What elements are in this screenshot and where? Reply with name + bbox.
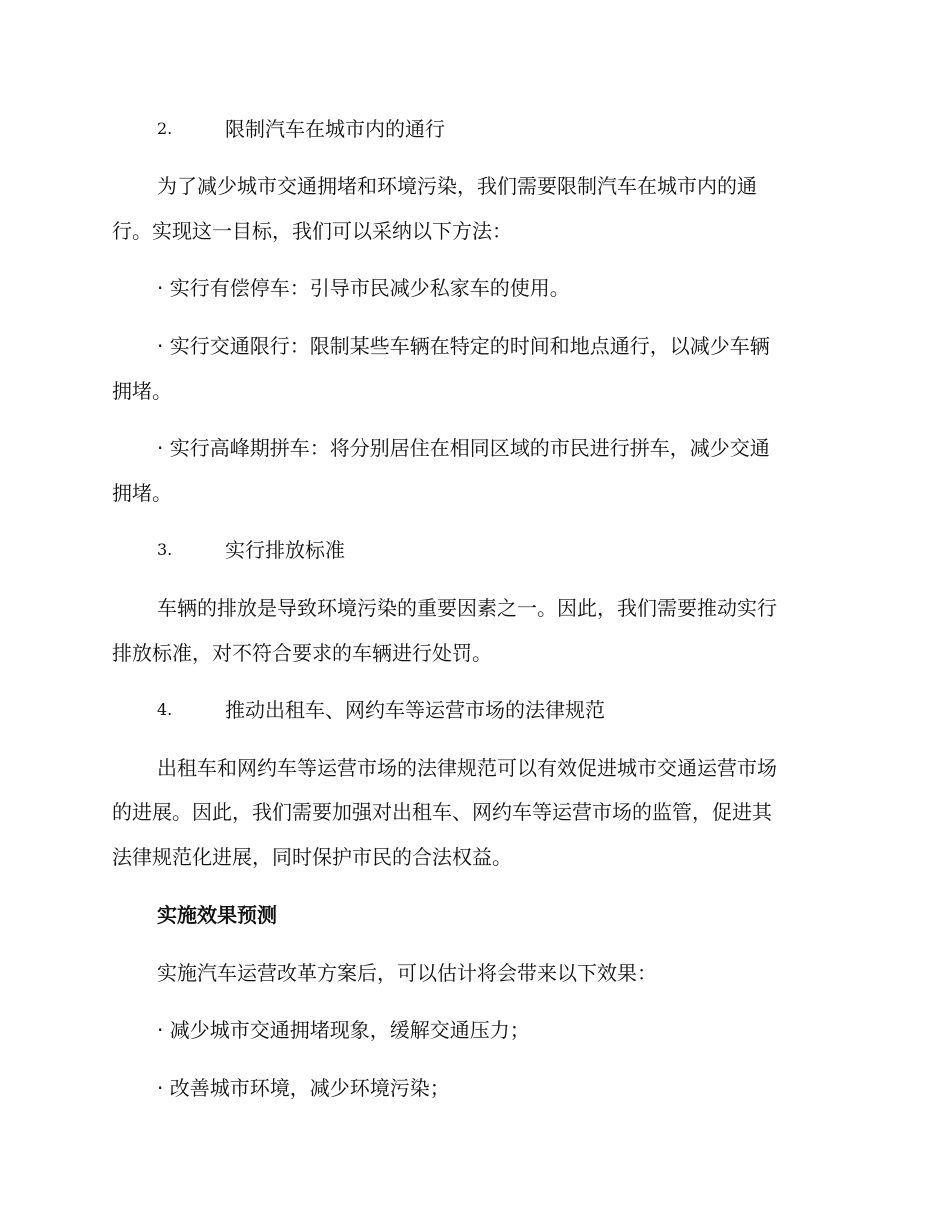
bullet-traffic-restriction-line-1: · 实行交通限行：限制某些车辆在特定的时间和地点通行，以减少车辆 bbox=[157, 334, 770, 358]
effects-bullet-congestion: · 减少城市交通拥堵现象，缓解交通压力； bbox=[157, 1018, 530, 1042]
section-4-heading: 推动出租车、网约车等运营市场的法律规范 bbox=[225, 698, 605, 722]
section-2-heading: 限制汽车在城市内的通行 bbox=[225, 117, 445, 141]
effects-intro: 实施汽车运营改革方案后，可以估计将会带来以下效果： bbox=[157, 961, 657, 985]
bullet-carpool-line-1: · 实行高峰期拼车：将分别居住在相同区域的市民进行拼车，减少交通 bbox=[157, 436, 770, 460]
section-3-number: 3. bbox=[157, 540, 173, 559]
bullet-carpool-line-2: 拥堵。 bbox=[112, 481, 172, 505]
section-2-number: 2. bbox=[157, 119, 173, 138]
section-4-paragraph-line-3: 法律规范化进展，同时保护市民的合法权益。 bbox=[112, 845, 512, 869]
section-2-paragraph-line-2: 行。实现这一目标，我们可以采纳以下方法： bbox=[112, 219, 512, 243]
bullet-traffic-restriction-line-2: 拥堵。 bbox=[112, 379, 172, 403]
effects-heading: 实施效果预测 bbox=[157, 903, 277, 927]
section-3-paragraph-line-1: 车辆的排放是导致环境污染的重要因素之一。因此，我们需要推动实行 bbox=[157, 596, 777, 620]
section-3-heading: 实行排放标准 bbox=[225, 538, 345, 562]
section-4-paragraph-line-1: 出租车和网约车等运营市场的法律规范可以有效促进城市交通运营市场 bbox=[157, 756, 777, 780]
section-4-paragraph-line-2: 的进展。因此，我们需要加强对出租车、网约车等运营市场的监管，促进其 bbox=[112, 800, 772, 824]
section-3-paragraph-line-2: 排放标准，对不符合要求的车辆进行处罚。 bbox=[112, 641, 492, 665]
section-2-paragraph-line-1: 为了减少城市交通拥堵和环境污染，我们需要限制汽车在城市内的通 bbox=[157, 174, 757, 198]
section-4-number: 4. bbox=[157, 700, 173, 719]
effects-bullet-environment: · 改善城市环境，减少环境污染； bbox=[157, 1076, 450, 1100]
bullet-paid-parking: · 实行有偿停车：引导市民减少私家车的使用。 bbox=[157, 276, 570, 300]
